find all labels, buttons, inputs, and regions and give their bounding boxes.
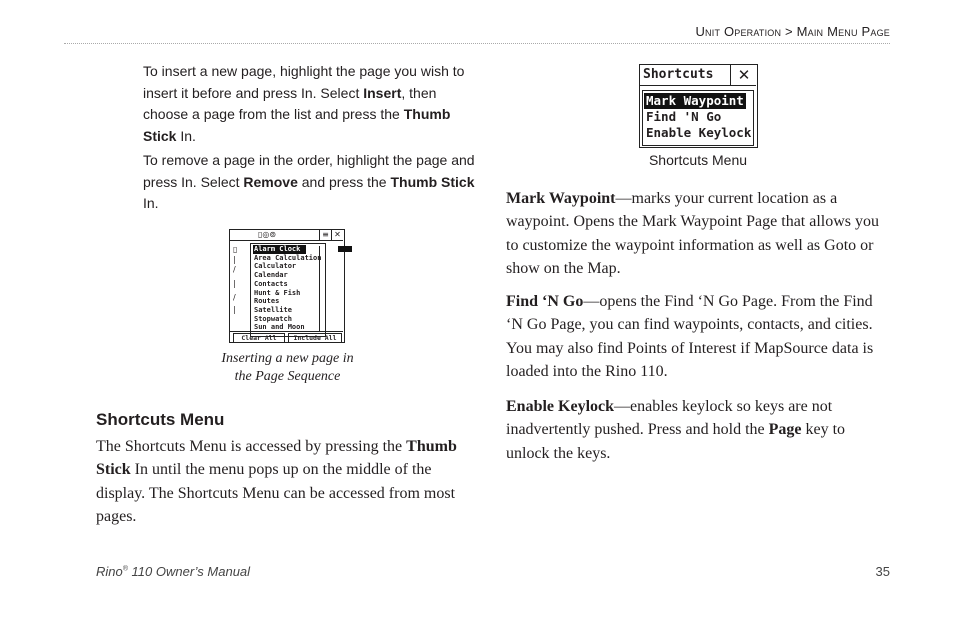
header-page: Main Menu Page — [796, 24, 890, 39]
list-item[interactable]: Sun and Moon — [254, 323, 305, 332]
footer-manual-title: Rino® 110 Owner’s Manual — [96, 564, 251, 579]
list-item[interactable]: Calculator — [254, 262, 297, 271]
insert-page-paragraph: To insert a new page, highlight the page you wish to insert it before and press In. Select Insert, then choose a page from the list and press the Thumb Stick In. — [143, 63, 465, 144]
list-item[interactable]: Stopwatch — [254, 314, 292, 323]
enable-keylock-item[interactable]: Enable Keylock — [646, 125, 752, 140]
page-sequence-screen — [229, 229, 345, 343]
page-chooser-popup — [250, 243, 326, 337]
clear-all-button[interactable]: Clear All — [233, 333, 285, 343]
shortcuts-paragraph: The Shortcuts Menu is accessed by pressing the Thumb Stick In until the menu pops up on the middle of the display. The Shortcuts Menu can be accessed from most pages. — [96, 438, 457, 525]
close-icon: ✕ — [331, 230, 343, 240]
list-item[interactable]: Routes — [254, 297, 280, 306]
popup-scrollbar[interactable] — [319, 246, 324, 332]
include-all-button[interactable]: Include All — [288, 333, 342, 343]
close-icon[interactable]: ✕ — [730, 65, 757, 85]
list-item[interactable]: Area Calculation — [254, 253, 322, 262]
remove-page-paragraph: To remove a page in the order, highlight the page and press In. Select Remove and press the Thumb Stick In. — [143, 152, 475, 211]
shortcuts-menu-screen — [639, 64, 758, 148]
page-list-background: ▯ | / | / | — [233, 245, 238, 314]
mark-waypoint-paragraph: Mark Waypoint—marks your current location as a waypoint. Opens the Mark Waypoint Page that allows you to customize the waypoint information as well as Goto or show on the Map. — [506, 190, 880, 277]
screen-titlebar — [230, 230, 343, 241]
find-n-go-paragraph: Find ‘N Go—opens the Find ‘N Go Page. From the Find ‘N Go Page, you can find waypoints, contacts, and cities. You may also find Points of Interest if MapSource data is loaded into the Rino 110. — [506, 293, 874, 380]
shortcuts-title: Shortcuts — [643, 67, 714, 82]
header-separator: > — [785, 24, 793, 39]
mark-waypoint-item[interactable]: Mark Waypoint — [646, 93, 744, 108]
list-item[interactable]: Contacts — [254, 279, 288, 288]
running-header — [0, 24, 890, 39]
list-item[interactable]: Satellite — [254, 305, 292, 314]
header-section: Unit Operation — [695, 24, 782, 39]
header-rule — [64, 43, 890, 44]
figure2-caption: Shortcuts Menu — [648, 152, 748, 168]
shortcuts-titlebar — [640, 65, 756, 86]
find-n-go-item[interactable]: Find 'N Go — [646, 109, 722, 124]
titlebar-icons: ▯◎⊚ — [258, 230, 277, 239]
figure1-caption: Inserting a new page in the Page Sequence — [221, 351, 354, 384]
page-number: 35 — [875, 564, 890, 579]
list-item[interactable]: Hunt & Fish — [254, 288, 301, 297]
menu-icon: ≡ — [319, 230, 331, 240]
enable-keylock-paragraph: Enable Keylock—enables keylock so keys are not inadvertently pushed. Press and hold the Page key to unlock the keys. — [506, 398, 846, 462]
list-item[interactable]: Calendar — [254, 271, 288, 280]
list-item[interactable]: Alarm Clock — [253, 245, 306, 254]
selection-marker — [338, 246, 352, 252]
screen-button-row — [230, 331, 343, 342]
shortcuts-menu-heading: Shortcuts Menu — [96, 410, 225, 429]
